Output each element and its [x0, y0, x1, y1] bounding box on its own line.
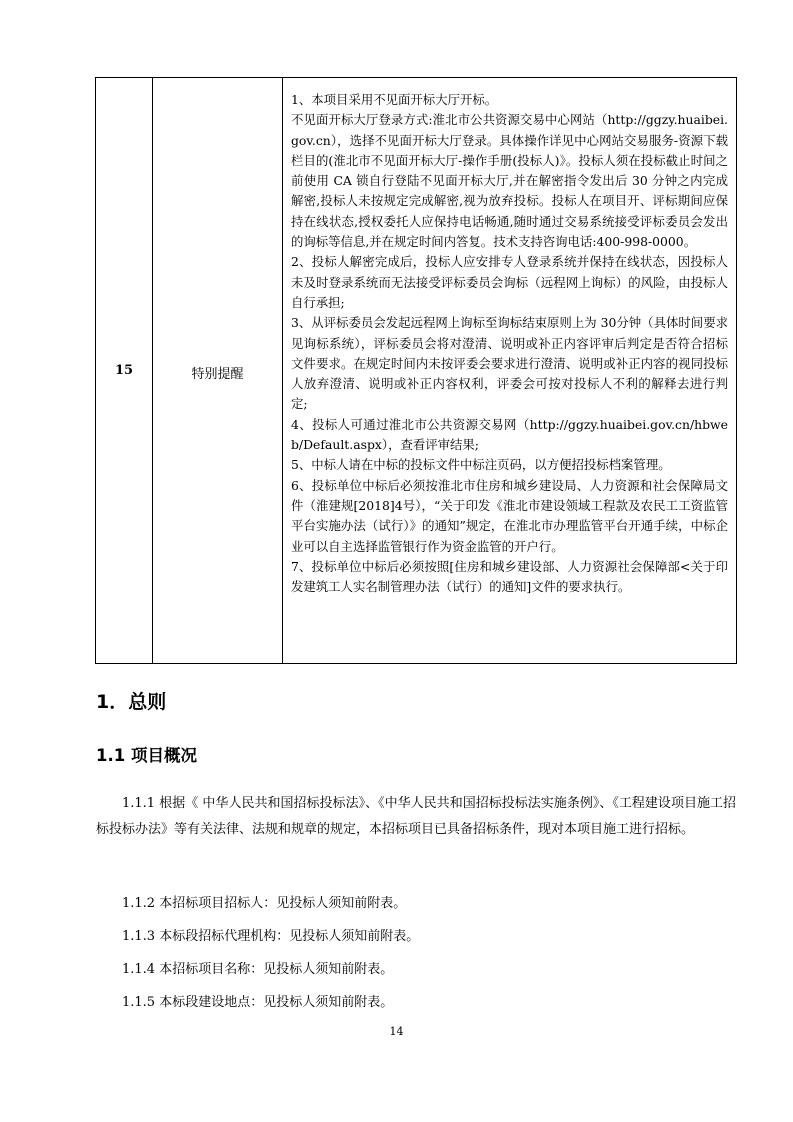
row-name: 特别提醒 [191, 367, 244, 382]
content-paragraph: 3、从评标委员会发起远程网上询标至询标结束原则上为 30分钟（具体时间要求见询标系统），评标委员会将对澄清、说明或补正内容评审后判定是否符合招标文件要求。在规定时间内未按评委会要求进行澄清、说明或补正内容的视同投标人放弃澄清、说明或补正内容权利，评委会可按对投标人不利的解释去进行判定; [291, 315, 728, 412]
item-1-1-4: 1.1.4 本招标项目名称：见投标人须知前附表。 [122, 962, 394, 977]
subsection-heading: 1.1 项目概况 [96, 746, 197, 765]
content-paragraph: 5、中标人请在中标的投标文件中标注页码，以方便招投标档案管理。 [291, 457, 671, 473]
paragraph-1-1-1: 1.1.1 根据《 中华人民共和国招标投标法》、《中华人民共和国招标投标法实施条例》、《工程建设项目施工招标投标办法》等有关法律、法规和规章的规定，本招标项目已具备招标条件，现对本项目施工进行招标。 [96, 796, 736, 837]
content-paragraph: 1、本项目采用不见面开标大厅开标。 [291, 92, 498, 107]
content-paragraph: 4、投标人可通过淮北市公共资源交易网（http://ggzy.huaibei.gov.cn/hbweb/Default.aspx），查看评审结果; [291, 416, 728, 453]
row-name-cell [153, 78, 283, 663]
content-paragraph: 7、投标单位中标后必须按照[住房和城乡建设部、人力资源社会保障部<关于印发建筑工人实名制管理办法（试行）的通知]文件的要求执行。 [291, 558, 728, 595]
content-paragraph: 2、投标人解密完成后，投标人应安排专人登录系统并保持在线状态，因投标人未及时登录系统而无法接受评标委员会询标（远程网上询标）的风险，由投标人自行承担; [291, 254, 728, 310]
item-1-1-2: 1.1.2 本招标项目招标人：见投标人须知前附表。 [122, 896, 407, 911]
row-content [291, 90, 728, 597]
row-number: 15 [114, 363, 134, 378]
row-number-cell [96, 78, 153, 663]
row-content-cell [283, 78, 736, 663]
page-number: 14 [389, 1025, 404, 1038]
section-heading: 1．总则 [96, 691, 167, 713]
content-paragraph: 6、投标单位中标后必须按淮北市住房和城乡建设局、人力资源和社会保障局文件（淮建规[2018]4号），“关于印发《淮北市建设领域工程款及农民工工资监管平台实施办法（试行）》的通知”规定，在淮北市办理监管平台开通手续，中标企业可以自主选择监管银行作为资金监管的开户行。 [291, 477, 728, 554]
item-1-1-5: 1.1.5 本标段建设地点：见投标人须知前附表。 [122, 995, 394, 1010]
content-paragraph: 不见面开标大厅登录方式:淮北市公共资源交易中心网站（http://ggzy.huaibei.gov.cn），选择不见面开标大厅登录。具体操作详见中心网站交易服务-资源下载栏目的(淮北市不见面开标大厅-操作手册(投标人)》。投标人须在投标截止时间之前使用 CA 锁自行登陆不见面开标大厅,并在解密指令发出后 30 分钟之内完成解密,投标人未按规定完成解密,视为放弃投标。投标人在项目开、评标期间应保持在线状态,授权委托人应保持电话畅通,随时通过交易系统接受评标委员会发出的询标等信息,并在规定时间内答复。技术支持咨询电话:400-998-0000。 [291, 112, 728, 250]
item-1-1-3: 1.1.3 本标段招标代理机构：见投标人须知前附表。 [122, 929, 420, 944]
notice-table [95, 77, 737, 664]
